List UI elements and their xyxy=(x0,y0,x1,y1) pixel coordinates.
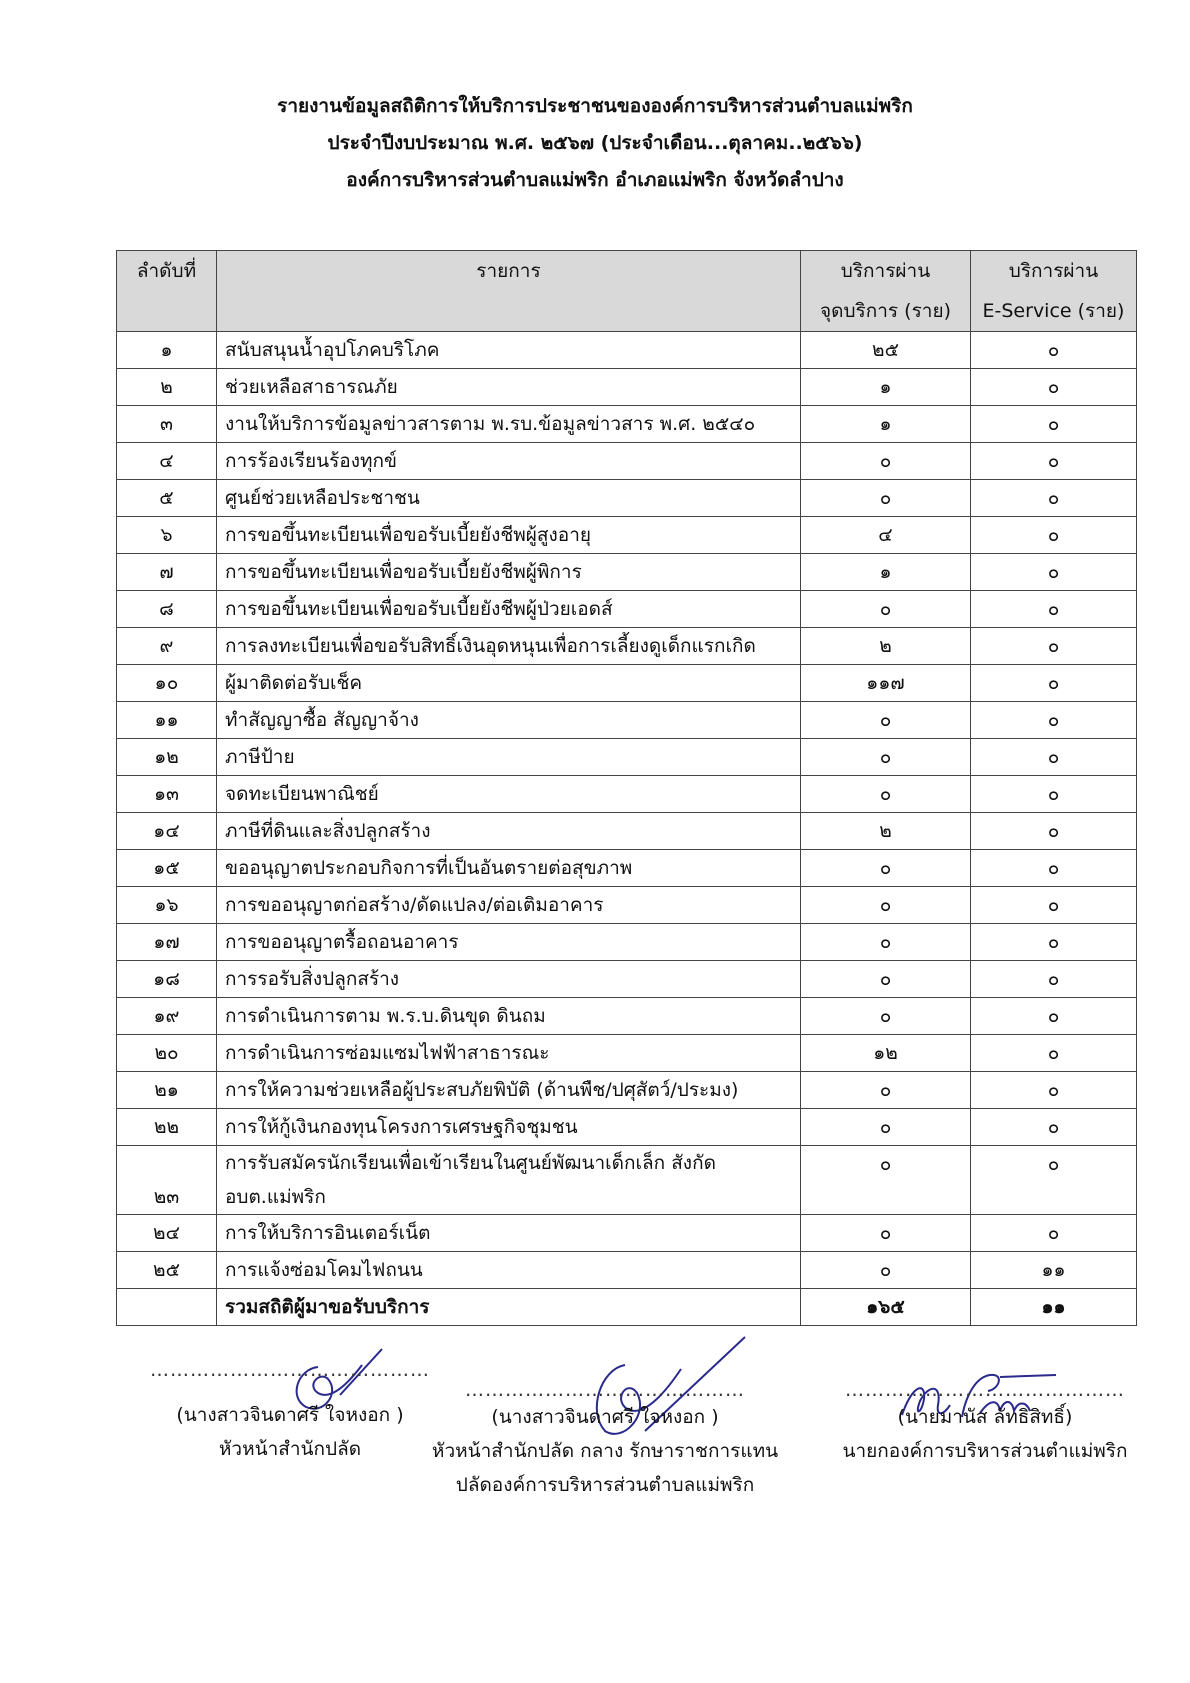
row-number: ๑๗ xyxy=(117,924,217,961)
row-item: ผู้มาติดต่อรับเช็ค xyxy=(217,665,801,702)
signature-block-1 xyxy=(150,1360,430,1466)
row-eservice-count: ๐ xyxy=(971,591,1137,628)
signer-2-title-2: ปลัดองค์การบริหารส่วนตำบลแม่พริก xyxy=(455,1474,755,1496)
signer-3-title: นายกองค์การบริหารส่วนตำแม่พริก xyxy=(842,1440,1128,1462)
table-row xyxy=(117,480,1137,517)
row-point-count: ๑๒ xyxy=(801,1035,971,1072)
total-eservice-count: ๑๑ xyxy=(971,1289,1137,1326)
row-number: ๑๙ xyxy=(117,998,217,1035)
total-row xyxy=(117,1289,1137,1326)
row-item: การขอขึ้นทะเบียนเพื่อขอรับเบี้ยยังชีพผู้พิการ xyxy=(217,554,801,591)
row-item: งานให้บริการข้อมูลข่าวสารตาม พ.รบ.ข้อมูลข่าวสาร พ.ศ. ๒๕๔๐ xyxy=(217,406,801,443)
row-eservice-count: ๐ xyxy=(971,443,1137,480)
table-row xyxy=(117,1109,1137,1146)
total-point-count: ๑๖๕ xyxy=(801,1289,971,1326)
table-row xyxy=(117,554,1137,591)
row-number: ๘ xyxy=(117,591,217,628)
row-point-count: ๒ xyxy=(801,813,971,850)
row-number: ๕ xyxy=(117,480,217,517)
header-item: รายการ xyxy=(217,251,801,332)
row-eservice-count: ๐ xyxy=(971,1215,1137,1252)
report-title-line-1: รายงานข้อมูลสถิติการให้บริการประชาชนขององค์การบริหารส่วนตำบลแม่พริก xyxy=(277,95,913,117)
row-point-count: ๐ xyxy=(801,1252,971,1289)
row-number: ๑๓ xyxy=(117,776,217,813)
row-point-count: ๐ xyxy=(801,702,971,739)
row-eservice-count: ๐ xyxy=(971,1035,1137,1072)
row-eservice-count: ๐ xyxy=(971,480,1137,517)
row-item: การขออนุญาตก่อสร้าง/ดัดแปลง/ต่อเติมอาคาร xyxy=(217,887,801,924)
row-number: ๖ xyxy=(117,517,217,554)
table-row xyxy=(117,813,1137,850)
row-number: ๑๘ xyxy=(117,961,217,998)
row-eservice-count: ๐ xyxy=(971,665,1137,702)
row-point-count: ๐ xyxy=(801,443,971,480)
row-point-count: ๐ xyxy=(801,480,971,517)
row-eservice-count: ๐ xyxy=(971,406,1137,443)
row-eservice-count: ๐ xyxy=(971,850,1137,887)
row-number: ๒๑ xyxy=(117,1072,217,1109)
row-point-count: ๐ xyxy=(801,1072,971,1109)
table-row xyxy=(117,961,1137,998)
row-item: ภาษีที่ดินและสิ่งปลูกสร้าง xyxy=(217,813,801,850)
table-row xyxy=(117,1252,1137,1289)
table-row xyxy=(117,924,1137,961)
table-row xyxy=(117,332,1137,369)
row-number: ๙ xyxy=(117,628,217,665)
row-item: การให้บริการอินเตอร์เน็ต xyxy=(217,1215,801,1252)
table-row xyxy=(117,1146,1137,1215)
signature-block-2 xyxy=(430,1380,780,1502)
table-row xyxy=(117,628,1137,665)
table-row xyxy=(117,702,1137,739)
total-number-cell xyxy=(117,1289,217,1326)
row-eservice-count: ๐ xyxy=(971,739,1137,776)
row-point-count: ๒๕ xyxy=(801,332,971,369)
row-eservice-count: ๐ xyxy=(971,1146,1137,1215)
table-row xyxy=(117,443,1137,480)
row-number: ๑๒ xyxy=(117,739,217,776)
row-point-count: ๐ xyxy=(801,887,971,924)
row-point-count: ๐ xyxy=(801,776,971,813)
row-number: ๒๒ xyxy=(117,1109,217,1146)
row-number: ๒๓ xyxy=(117,1146,217,1215)
row-point-count: ๐ xyxy=(801,998,971,1035)
row-item: การร้องเรียนร้องทุกข์ xyxy=(217,443,801,480)
row-point-count: ๐ xyxy=(801,924,971,961)
table-row xyxy=(117,665,1137,702)
row-number: ๑ xyxy=(117,332,217,369)
row-eservice-count: ๐ xyxy=(971,1072,1137,1109)
table-row xyxy=(117,850,1137,887)
row-number: ๓ xyxy=(117,406,217,443)
total-label: รวมสถิติผู้มาขอรับบริการ xyxy=(217,1289,801,1326)
row-item: การรับสมัครนักเรียนเพื่อเข้าเรียนในศูนย์พัฒนาเด็กเล็ก สังกัด อบต.แม่พริก xyxy=(217,1146,801,1215)
header-eservice-line-1: บริการผ่าน xyxy=(971,251,1137,292)
row-point-count: ๑ xyxy=(801,369,971,406)
row-item: การรอรับสิ่งปลูกสร้าง xyxy=(217,961,801,998)
row-number: ๒๐ xyxy=(117,1035,217,1072)
row-item: การดำเนินการซ่อมแซมไฟฟ้าสาธารณะ xyxy=(217,1035,801,1072)
row-eservice-count: ๑๑ xyxy=(971,1252,1137,1289)
row-point-count: ๐ xyxy=(801,739,971,776)
row-eservice-count: ๐ xyxy=(971,998,1137,1035)
row-point-count: ๑๑๗ xyxy=(801,665,971,702)
row-eservice-count: ๐ xyxy=(971,813,1137,850)
row-item: การให้ความช่วยเหลือผู้ประสบภัยพิบัติ (ด้านพืช/ปศุสัตว์/ประมง) xyxy=(217,1072,801,1109)
row-item: การขอขึ้นทะเบียนเพื่อขอรับเบี้ยยังชีพผู้ป่วยเอดส์ xyxy=(217,591,801,628)
table-row xyxy=(117,1215,1137,1252)
signature-line-2: …………………………………… xyxy=(465,1379,745,1401)
header-point-line-1: บริการผ่าน xyxy=(801,251,971,292)
table-row xyxy=(117,406,1137,443)
report-title-line-3: องค์การบริหารส่วนตำบลแม่พริก อำเภอแม่พริก จังหวัดลำปาง xyxy=(346,169,844,191)
row-item: สนับสนุนน้ำอุปโภคบริโภค xyxy=(217,332,801,369)
row-item: การขออนุญาตรื้อถอนอาคาร xyxy=(217,924,801,961)
row-item: ทำสัญญาซื้อ สัญญาจ้าง xyxy=(217,702,801,739)
row-number: ๑๕ xyxy=(117,850,217,887)
table-row xyxy=(117,739,1137,776)
header-eservice-line-2: E-Service (ราย) xyxy=(971,291,1137,332)
row-number: ๒๔ xyxy=(117,1215,217,1252)
header-no: ลำดับที่ xyxy=(117,251,217,332)
row-item: การให้กู้เงินกองทุนโครงการเศรษฐกิจชุมชน xyxy=(217,1109,801,1146)
signer-2-title: หัวหน้าสำนักปลัด กลาง รักษาราชการแทน xyxy=(431,1440,779,1462)
row-point-count: ๐ xyxy=(801,961,971,998)
row-point-count: ๐ xyxy=(801,850,971,887)
row-number: ๑๑ xyxy=(117,702,217,739)
row-number: ๒๕ xyxy=(117,1252,217,1289)
row-number: ๔ xyxy=(117,443,217,480)
row-eservice-count: ๐ xyxy=(971,554,1137,591)
row-eservice-count: ๐ xyxy=(971,924,1137,961)
header-point-line-2: จุดบริการ (ราย) xyxy=(801,291,971,332)
row-point-count: ๑ xyxy=(801,406,971,443)
row-point-count: ๐ xyxy=(801,591,971,628)
row-item: ศูนย์ช่วยเหลือประชาชน xyxy=(217,480,801,517)
table-row xyxy=(117,517,1137,554)
table-row xyxy=(117,998,1137,1035)
row-point-count: ๐ xyxy=(801,1109,971,1146)
row-item: การลงทะเบียนเพื่อขอรับสิทธิ์เงินอุดหนุนเพื่อการเลี้ยงดูเด็กแรกเกิด xyxy=(217,628,801,665)
row-eservice-count: ๐ xyxy=(971,369,1137,406)
row-eservice-count: ๐ xyxy=(971,517,1137,554)
row-item: ช่วยเหลือสาธารณภัย xyxy=(217,369,801,406)
row-eservice-count: ๐ xyxy=(971,961,1137,998)
row-number: ๑๖ xyxy=(117,887,217,924)
row-eservice-count: ๐ xyxy=(971,1109,1137,1146)
row-point-count: ๐ xyxy=(801,1146,971,1215)
signer-1-title: หัวหน้าสำนักปลัด xyxy=(218,1438,362,1460)
row-item: ขออนุญาตประกอบกิจการที่เป็นอันตรายต่อสุขภาพ xyxy=(217,850,801,887)
signer-3-name: (นายมานัส ลัทธิสิทธิ์) xyxy=(897,1406,1073,1428)
row-number: ๗ xyxy=(117,554,217,591)
table-row xyxy=(117,776,1137,813)
row-point-count: ๑ xyxy=(801,554,971,591)
row-number: ๑๐ xyxy=(117,665,217,702)
row-eservice-count: ๐ xyxy=(971,628,1137,665)
signature-block-3 xyxy=(815,1380,1155,1468)
signer-1-name: (นางสาวจินดาศรี ใจหงอก ) xyxy=(176,1404,404,1426)
row-item: การแจ้งซ่อมโคมไฟถนน xyxy=(217,1252,801,1289)
row-item: ภาษีป้าย xyxy=(217,739,801,776)
table-row xyxy=(117,1072,1137,1109)
table-row xyxy=(117,369,1137,406)
signer-2-name: (นางสาวจินดาศรี ใจหงอก ) xyxy=(491,1406,719,1428)
row-number: ๒ xyxy=(117,369,217,406)
row-point-count: ๒ xyxy=(801,628,971,665)
signature-line-1: …………………………………… xyxy=(150,1359,430,1381)
table-row xyxy=(117,591,1137,628)
table-row xyxy=(117,887,1137,924)
row-point-count: ๐ xyxy=(801,1215,971,1252)
row-eservice-count: ๐ xyxy=(971,776,1137,813)
statistics-table xyxy=(116,250,1137,1326)
signature-line-3: …………………………………… xyxy=(845,1379,1125,1401)
row-eservice-count: ๐ xyxy=(971,702,1137,739)
table-row xyxy=(117,1035,1137,1072)
row-eservice-count: ๐ xyxy=(971,887,1137,924)
report-title-line-2: ประจำปีงบประมาณ พ.ศ. ๒๕๖๗ (ประจำเดือน...ตุลาคม..๒๕๖๖) xyxy=(327,132,863,154)
row-item: จดทะเบียนพาณิชย์ xyxy=(217,776,801,813)
row-point-count: ๔ xyxy=(801,517,971,554)
row-item: การดำเนินการตาม พ.ร.บ.ดินขุด ดินถม xyxy=(217,998,801,1035)
table-body xyxy=(117,332,1137,1326)
row-item: การขอขึ้นทะเบียนเพื่อขอรับเบี้ยยังชีพผู้สูงอายุ xyxy=(217,517,801,554)
row-number: ๑๔ xyxy=(117,813,217,850)
row-eservice-count: ๐ xyxy=(971,332,1137,369)
